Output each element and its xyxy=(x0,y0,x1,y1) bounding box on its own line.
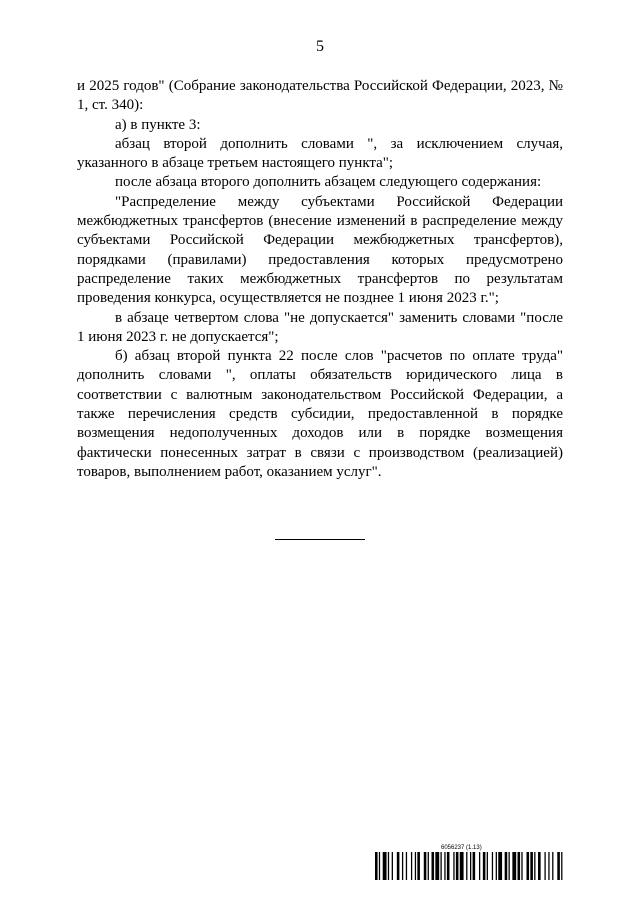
barcode-bar xyxy=(417,852,420,880)
barcode-bar xyxy=(402,852,403,880)
barcode-bar xyxy=(479,852,480,880)
barcode-bar xyxy=(444,852,445,880)
document-code: 6056237 (1.13) xyxy=(441,845,482,851)
barcode-bar xyxy=(521,852,522,880)
separator-line xyxy=(275,539,365,540)
barcode-bar xyxy=(483,852,486,880)
barcode-bar xyxy=(383,852,387,880)
page-number: 5 xyxy=(316,38,324,55)
barcode-bar xyxy=(411,852,412,880)
paragraph: в абзаце четвертом слова "не допускается" заменить словами "после 1 июня 2023 г. не допускается"; xyxy=(77,309,563,345)
paragraph: б) абзац второй пункта 22 после слов "расчетов по оплате труда" дополнить словами ", оплаты обязательств юридического лица в соответствии с валютным законодательством Российской Федерации, а также перечисления средств субсидии, предоставленной в порядке возмещения недополученных доходов или в порядке возмещения фактически понесенных затрат в связи с производством (реализацией) товаров, выполнением работ, оказанием услуг". xyxy=(77,348,563,480)
barcode-bar xyxy=(424,852,427,880)
barcode-bar xyxy=(473,852,476,880)
barcode-bar xyxy=(415,852,416,880)
barcode-bar xyxy=(557,852,560,880)
barcode-bar xyxy=(440,852,441,880)
barcode-bar xyxy=(487,852,488,880)
barcode-bar xyxy=(375,852,378,880)
barcode-bar xyxy=(498,852,502,880)
barcode-bar xyxy=(530,852,533,880)
document-body xyxy=(77,77,563,482)
barcode-bar xyxy=(512,852,516,880)
barcode-bar xyxy=(544,852,545,880)
barcode xyxy=(375,852,565,880)
barcode-bar xyxy=(431,852,434,880)
barcode-bar xyxy=(561,852,562,880)
barcode-bar xyxy=(379,852,380,880)
barcode-bar xyxy=(505,852,508,880)
barcode-bar xyxy=(397,852,400,880)
paragraph: после абзаца второго дополнить абзацем следующего содержания: xyxy=(115,174,542,191)
barcode-bar xyxy=(518,852,521,880)
paragraph: "Распределение между субъектами Российской Федерации межбюджетных трансфертов (внесение изменений в распределение между субъектами Российской Федерации межбюджетных трансфертов), порядками (правилами) предоставления которых предусмотрено распределение таких межбюджетных трансфертов по результатам проведения конкурса, осуществляется не позднее 1 июня 2023 г."; xyxy=(77,193,563,307)
barcode-bar xyxy=(428,852,429,880)
barcode-bar xyxy=(453,852,454,880)
barcode-bar xyxy=(388,852,389,880)
barcode-bar xyxy=(548,852,549,880)
barcode-bar xyxy=(447,852,450,880)
barcode-bar xyxy=(392,852,393,880)
barcode-bar xyxy=(552,852,553,880)
barcode-bar xyxy=(496,852,497,880)
barcode-bar xyxy=(456,852,459,880)
barcode-bar xyxy=(466,852,467,880)
barcode-bar xyxy=(435,852,439,880)
barcode-bar xyxy=(406,852,407,880)
barcode-bar xyxy=(470,852,471,880)
paragraph: а) в пункте 3: xyxy=(115,116,201,133)
barcode-bar xyxy=(526,852,529,880)
barcode-bar xyxy=(460,852,464,880)
barcode-bar xyxy=(534,852,535,880)
barcode-bar xyxy=(492,852,493,880)
barcode-bar xyxy=(509,852,510,880)
barcode-bar xyxy=(538,852,541,880)
paragraph: абзац второй дополнить словами ", за исключением случая, указанного в абзаце третьем настоящего пункта"; xyxy=(77,135,563,172)
paragraph: и 2025 годов" (Собрание законодательства Российской Федерации, 2023, № 1, ст. 340): xyxy=(77,78,563,114)
